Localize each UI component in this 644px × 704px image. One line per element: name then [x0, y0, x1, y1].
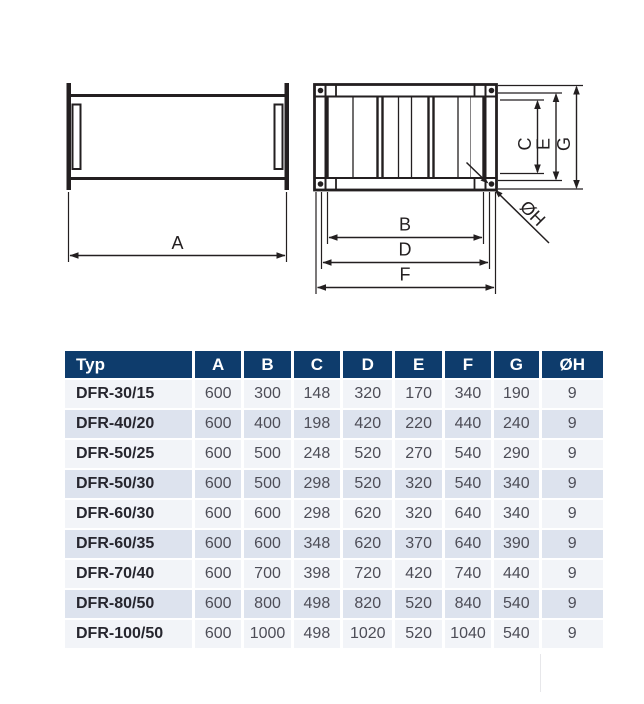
cell-value: 320: [343, 380, 392, 408]
dim-hole-label: ØH: [516, 196, 550, 230]
cell-value: 9: [542, 500, 604, 528]
cell-value: 600: [244, 530, 290, 558]
cell-value: 600: [195, 380, 241, 408]
cell-value: 600: [195, 440, 241, 468]
cell-value: 540: [494, 620, 538, 648]
cell-typ: DFR-100/50: [65, 620, 192, 648]
cell-value: 220: [395, 410, 441, 438]
cell-value: 520: [395, 590, 441, 618]
header-a: A: [195, 351, 241, 378]
cell-value: 198: [294, 410, 340, 438]
cell-value: 1040: [445, 620, 491, 648]
cell-value: 740: [445, 560, 491, 588]
cell-value: 398: [294, 560, 340, 588]
cell-value: 420: [343, 410, 392, 438]
cell-value: 1000: [244, 620, 290, 648]
cell-value: 148: [294, 380, 340, 408]
cell-value: 340: [445, 380, 491, 408]
cell-value: 800: [244, 590, 290, 618]
cell-value: 340: [494, 470, 538, 498]
header-d: D: [343, 351, 392, 378]
table-row: [65, 410, 603, 438]
cell-value: 9: [542, 590, 604, 618]
cell-value: 190: [494, 380, 538, 408]
cell-value: 600: [195, 500, 241, 528]
cell-value: 600: [195, 530, 241, 558]
dim-f-label: F: [399, 264, 411, 285]
cell-value: 320: [395, 470, 441, 498]
cell-value: 600: [195, 470, 241, 498]
table-row: [65, 470, 603, 498]
cell-value: 540: [445, 440, 491, 468]
table-header-row: [65, 351, 603, 378]
front-view: [315, 85, 584, 295]
cell-typ: DFR-40/20: [65, 410, 192, 438]
cell-value: 600: [195, 560, 241, 588]
cell-typ: DFR-50/30: [65, 470, 192, 498]
bolt-hole: [318, 181, 324, 187]
cell-value: 9: [542, 470, 604, 498]
cell-typ: DFR-60/30: [65, 500, 192, 528]
cell-value: 370: [395, 530, 441, 558]
cell-value: 9: [542, 620, 604, 648]
cell-value: 9: [542, 560, 604, 588]
header-f: F: [445, 351, 491, 378]
table-row: [65, 560, 603, 588]
dim-d-label: D: [398, 239, 412, 260]
dim-a-label: A: [171, 233, 184, 253]
cell-value: 240: [494, 410, 538, 438]
table-row: [65, 440, 603, 468]
cell-typ: DFR-70/40: [65, 560, 192, 588]
cell-value: 248: [294, 440, 340, 468]
cell-value: 520: [343, 470, 392, 498]
left-flange: [67, 83, 72, 190]
cell-value: 620: [343, 530, 392, 558]
bolt-hole: [489, 88, 495, 94]
cell-value: 500: [244, 440, 290, 468]
cell-typ: DFR-50/25: [65, 440, 192, 468]
cell-value: 820: [343, 590, 392, 618]
right-flange: [285, 83, 290, 190]
header-b: B: [244, 351, 290, 378]
cell-value: 700: [244, 560, 290, 588]
left-profile: [73, 105, 81, 170]
header-typ: Typ: [65, 351, 192, 378]
cell-value: 498: [294, 590, 340, 618]
cell-value: 540: [445, 470, 491, 498]
dimension-table: [62, 349, 606, 650]
dim-c: [515, 100, 541, 174]
dim-e-label: E: [533, 137, 554, 151]
cell-value: 340: [494, 500, 538, 528]
cell-value: 270: [395, 440, 441, 468]
cell-value: 440: [445, 410, 491, 438]
table-body: [65, 380, 603, 648]
cell-typ: DFR-80/50: [65, 590, 192, 618]
header-e: E: [395, 351, 441, 378]
table-row: [65, 530, 603, 558]
cell-value: 520: [343, 440, 392, 468]
dim-c-label: C: [515, 137, 535, 151]
cell-value: 600: [195, 410, 241, 438]
table-row: [65, 500, 603, 528]
cell-typ: DFR-30/15: [65, 380, 192, 408]
table-row: [65, 620, 603, 648]
dim-d: [323, 240, 489, 266]
technical-drawing: [0, 0, 644, 340]
cell-value: 640: [445, 530, 491, 558]
cell-value: 640: [445, 500, 491, 528]
bolt-hole: [489, 181, 495, 187]
cell-value: 170: [395, 380, 441, 408]
cell-value: 1020: [343, 620, 392, 648]
bolt-hole: [318, 88, 324, 94]
right-profile: [275, 105, 283, 170]
cell-value: 9: [542, 440, 604, 468]
dim-a: [70, 233, 286, 259]
cell-value: 290: [494, 440, 538, 468]
cell-value: 9: [542, 380, 604, 408]
cell-value: 520: [395, 620, 441, 648]
dim-f: [317, 265, 495, 291]
cell-value: 320: [395, 500, 441, 528]
cell-value: 9: [542, 530, 604, 558]
cell-value: 840: [445, 590, 491, 618]
cell-typ: DFR-60/35: [65, 530, 192, 558]
cell-value: 9: [542, 410, 604, 438]
cell-value: 348: [294, 530, 340, 558]
table-row: [65, 590, 603, 618]
cell-value: 600: [195, 620, 241, 648]
table-row: [65, 380, 603, 408]
cell-value: 300: [244, 380, 290, 408]
header-oh: ØH: [542, 351, 604, 378]
dim-hole-callout: [467, 163, 550, 244]
cell-value: 600: [244, 500, 290, 528]
cell-value: 298: [294, 470, 340, 498]
table-tail-line: [540, 654, 541, 692]
cell-value: 400: [244, 410, 290, 438]
header-c: C: [294, 351, 340, 378]
cell-value: 390: [494, 530, 538, 558]
dim-b: [329, 215, 483, 241]
cell-value: 620: [343, 500, 392, 528]
cell-value: 440: [494, 560, 538, 588]
cell-value: 540: [494, 590, 538, 618]
cell-value: 600: [195, 590, 241, 618]
dim-b-label: B: [398, 214, 412, 235]
cell-value: 500: [244, 470, 290, 498]
header-g: G: [494, 351, 538, 378]
cell-value: 498: [294, 620, 340, 648]
cell-value: 298: [294, 500, 340, 528]
cell-value: 720: [343, 560, 392, 588]
cell-value: 420: [395, 560, 441, 588]
dim-g-label: G: [554, 136, 574, 152]
side-view: [67, 83, 290, 262]
